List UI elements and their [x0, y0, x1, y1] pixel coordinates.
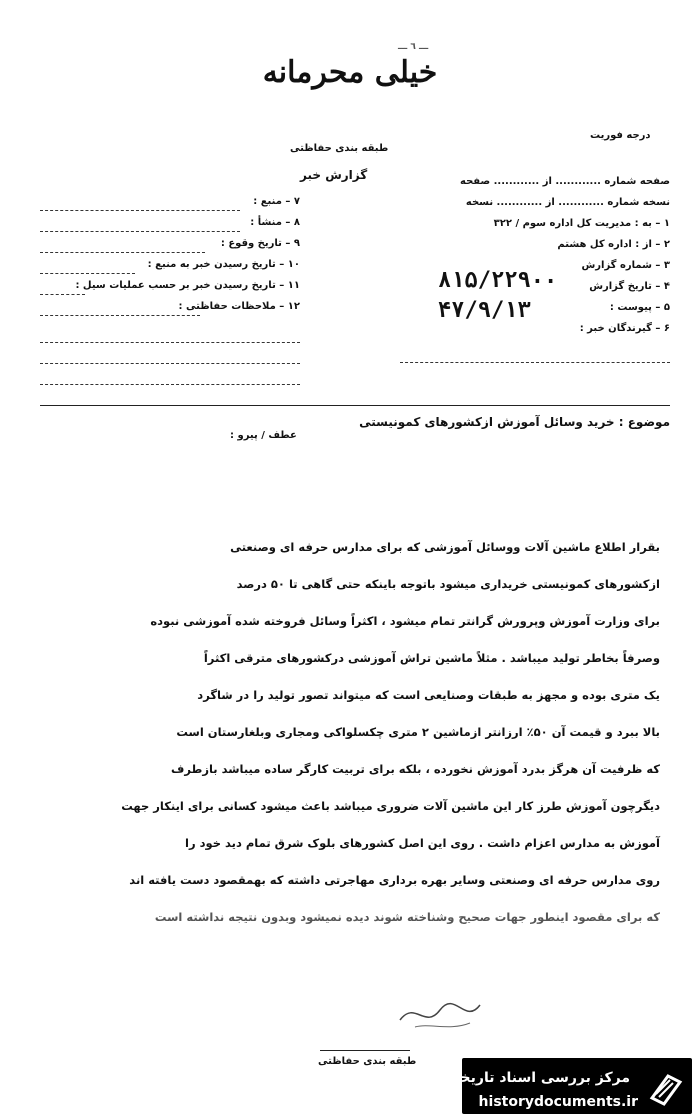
body-line: یک متری بوده و مجهز به طبقات وصنایعی است که میتواند تصور تولید را در شاگرد: [197, 688, 660, 702]
signature-icon: [395, 995, 485, 1035]
left-fields: [40, 196, 300, 385]
bottom-rule: [320, 1050, 410, 1051]
left-field-origin: ۸ – منشأ :: [40, 217, 300, 238]
body-line: وصرفاً بخاطر تولید میباشد . مثلاً ماشین تراش آموزشی درکشورهای مترقی اکثراً: [203, 651, 660, 665]
right-field-page-number: صفحه شماره ............ از ............ صفحه: [460, 176, 670, 187]
subject-text: خرید وسائل آموزش ازکشورهای کمونیستی: [359, 415, 615, 429]
document-title: خیلی محرمانه: [262, 55, 438, 90]
watermark-url: historydocuments.ir: [478, 1094, 638, 1110]
watermark-persian: مرکز بررسی اسناد تاریخی: [446, 1070, 630, 1086]
priority-label: درجه فوریت: [590, 130, 651, 141]
body-line: که برای مقصود اینطور جهات صحیح وشناخته شوند دیده نمیشود وبدون نتیجه نداشته است: [154, 910, 660, 924]
body-line: برای وزارت آموزش وپرورش گرانتر تمام میشود ، اکثراً وسائل فروخته شده آموزشی نبوده: [150, 614, 660, 628]
right-field-recipients: ۶ – گیرندگان خبر :: [579, 323, 670, 334]
body-line: آموزش به مدارس اعزام داشت . روی این اصل کشورهای بلوک شرق تمام دید خود را: [185, 836, 660, 850]
body-text: [80, 540, 660, 947]
left-field-news-to-source: ۱۰ – تاریخ رسیدن خبر به منبع :: [40, 259, 300, 280]
body-line: که ظرفیت آن هرگز بدرد آموزش نخورده ، بلکه برای تربیت کارگر ساده میباشد بازطرف: [170, 762, 660, 776]
classification-bottom: طبقه بندی حفاظتی: [318, 1056, 417, 1067]
right-field-to: ۱ – به : مدیریت کل اداره سوم / ۳۲۲: [493, 218, 670, 229]
subject-label: موضوع :: [618, 415, 670, 429]
left-field-security-notes: ۱۲ – ملاحظات حفاظتی :: [40, 301, 300, 322]
body-line: روی مدارس حرفه ای وصنعتی وسایر بهره برداری مهاجرتی داشته که بهمقصود دست یافته اند: [129, 873, 660, 887]
classification-top: طبقه بندی حفاظتی: [290, 143, 389, 154]
header-separator: [40, 405, 670, 406]
left-field-source: ۷ – منبع :: [40, 196, 300, 217]
right-field-copy-number: نسخه شماره ............ از ............ نسخه: [465, 197, 670, 208]
right-field-from: ۲ – از : اداره کل هشتم: [557, 239, 670, 250]
body-line: بقرار اطلاع ماشین آلات ووسائل آموزشی که برای مدارس حرفه ای وصنعتی: [230, 540, 660, 554]
left-blank-line: [40, 363, 300, 364]
body-line: بالا ببرد و قیمت آن ۵۰٪ ارزانتر ازماشین ۲ متری چکسلواکی ومجاری وبلغارستان است: [176, 725, 660, 739]
report-type: گزارش خبر: [300, 168, 368, 182]
right-field-report-date: ۴ – تاریخ گزارش: [589, 281, 670, 292]
scroll-icon: [646, 1068, 686, 1108]
reference-label: عطف / پیرو :: [230, 430, 297, 441]
right-field-attachment: ۵ – پیوست :: [609, 302, 670, 313]
body-line: ازکشورهای کمونیستی خریداری میشود باتوجه باینکه حتی گاهی تا ۵۰ درصد: [236, 577, 660, 591]
left-field-event-date: ۹ – تاریخ وقوع :: [40, 238, 300, 259]
right-blank-line: [400, 362, 670, 363]
right-field-report-number: ۳ – شماره گزارش: [581, 260, 670, 271]
left-blank-line: [40, 342, 300, 343]
left-field-news-arrival: ۱۱ – تاریخ رسیدن خبر بر حسب عملیات سیل :: [40, 280, 300, 301]
handwritten-report-number: ۸۱۵/۲۲۹۰۰: [438, 268, 558, 293]
left-blank-line: [40, 384, 300, 385]
handwritten-report-date: ۴۷/۹/۱۳: [438, 298, 531, 323]
body-line: دیگرچون آموزش طرز کار این ماشین آلات ضروری میباشد باعث میشود کسانی برای اینکار جهت: [121, 799, 660, 813]
subject-line: [359, 415, 670, 429]
top-stamp-mark: ـــ ٦ ـــ: [398, 42, 429, 52]
